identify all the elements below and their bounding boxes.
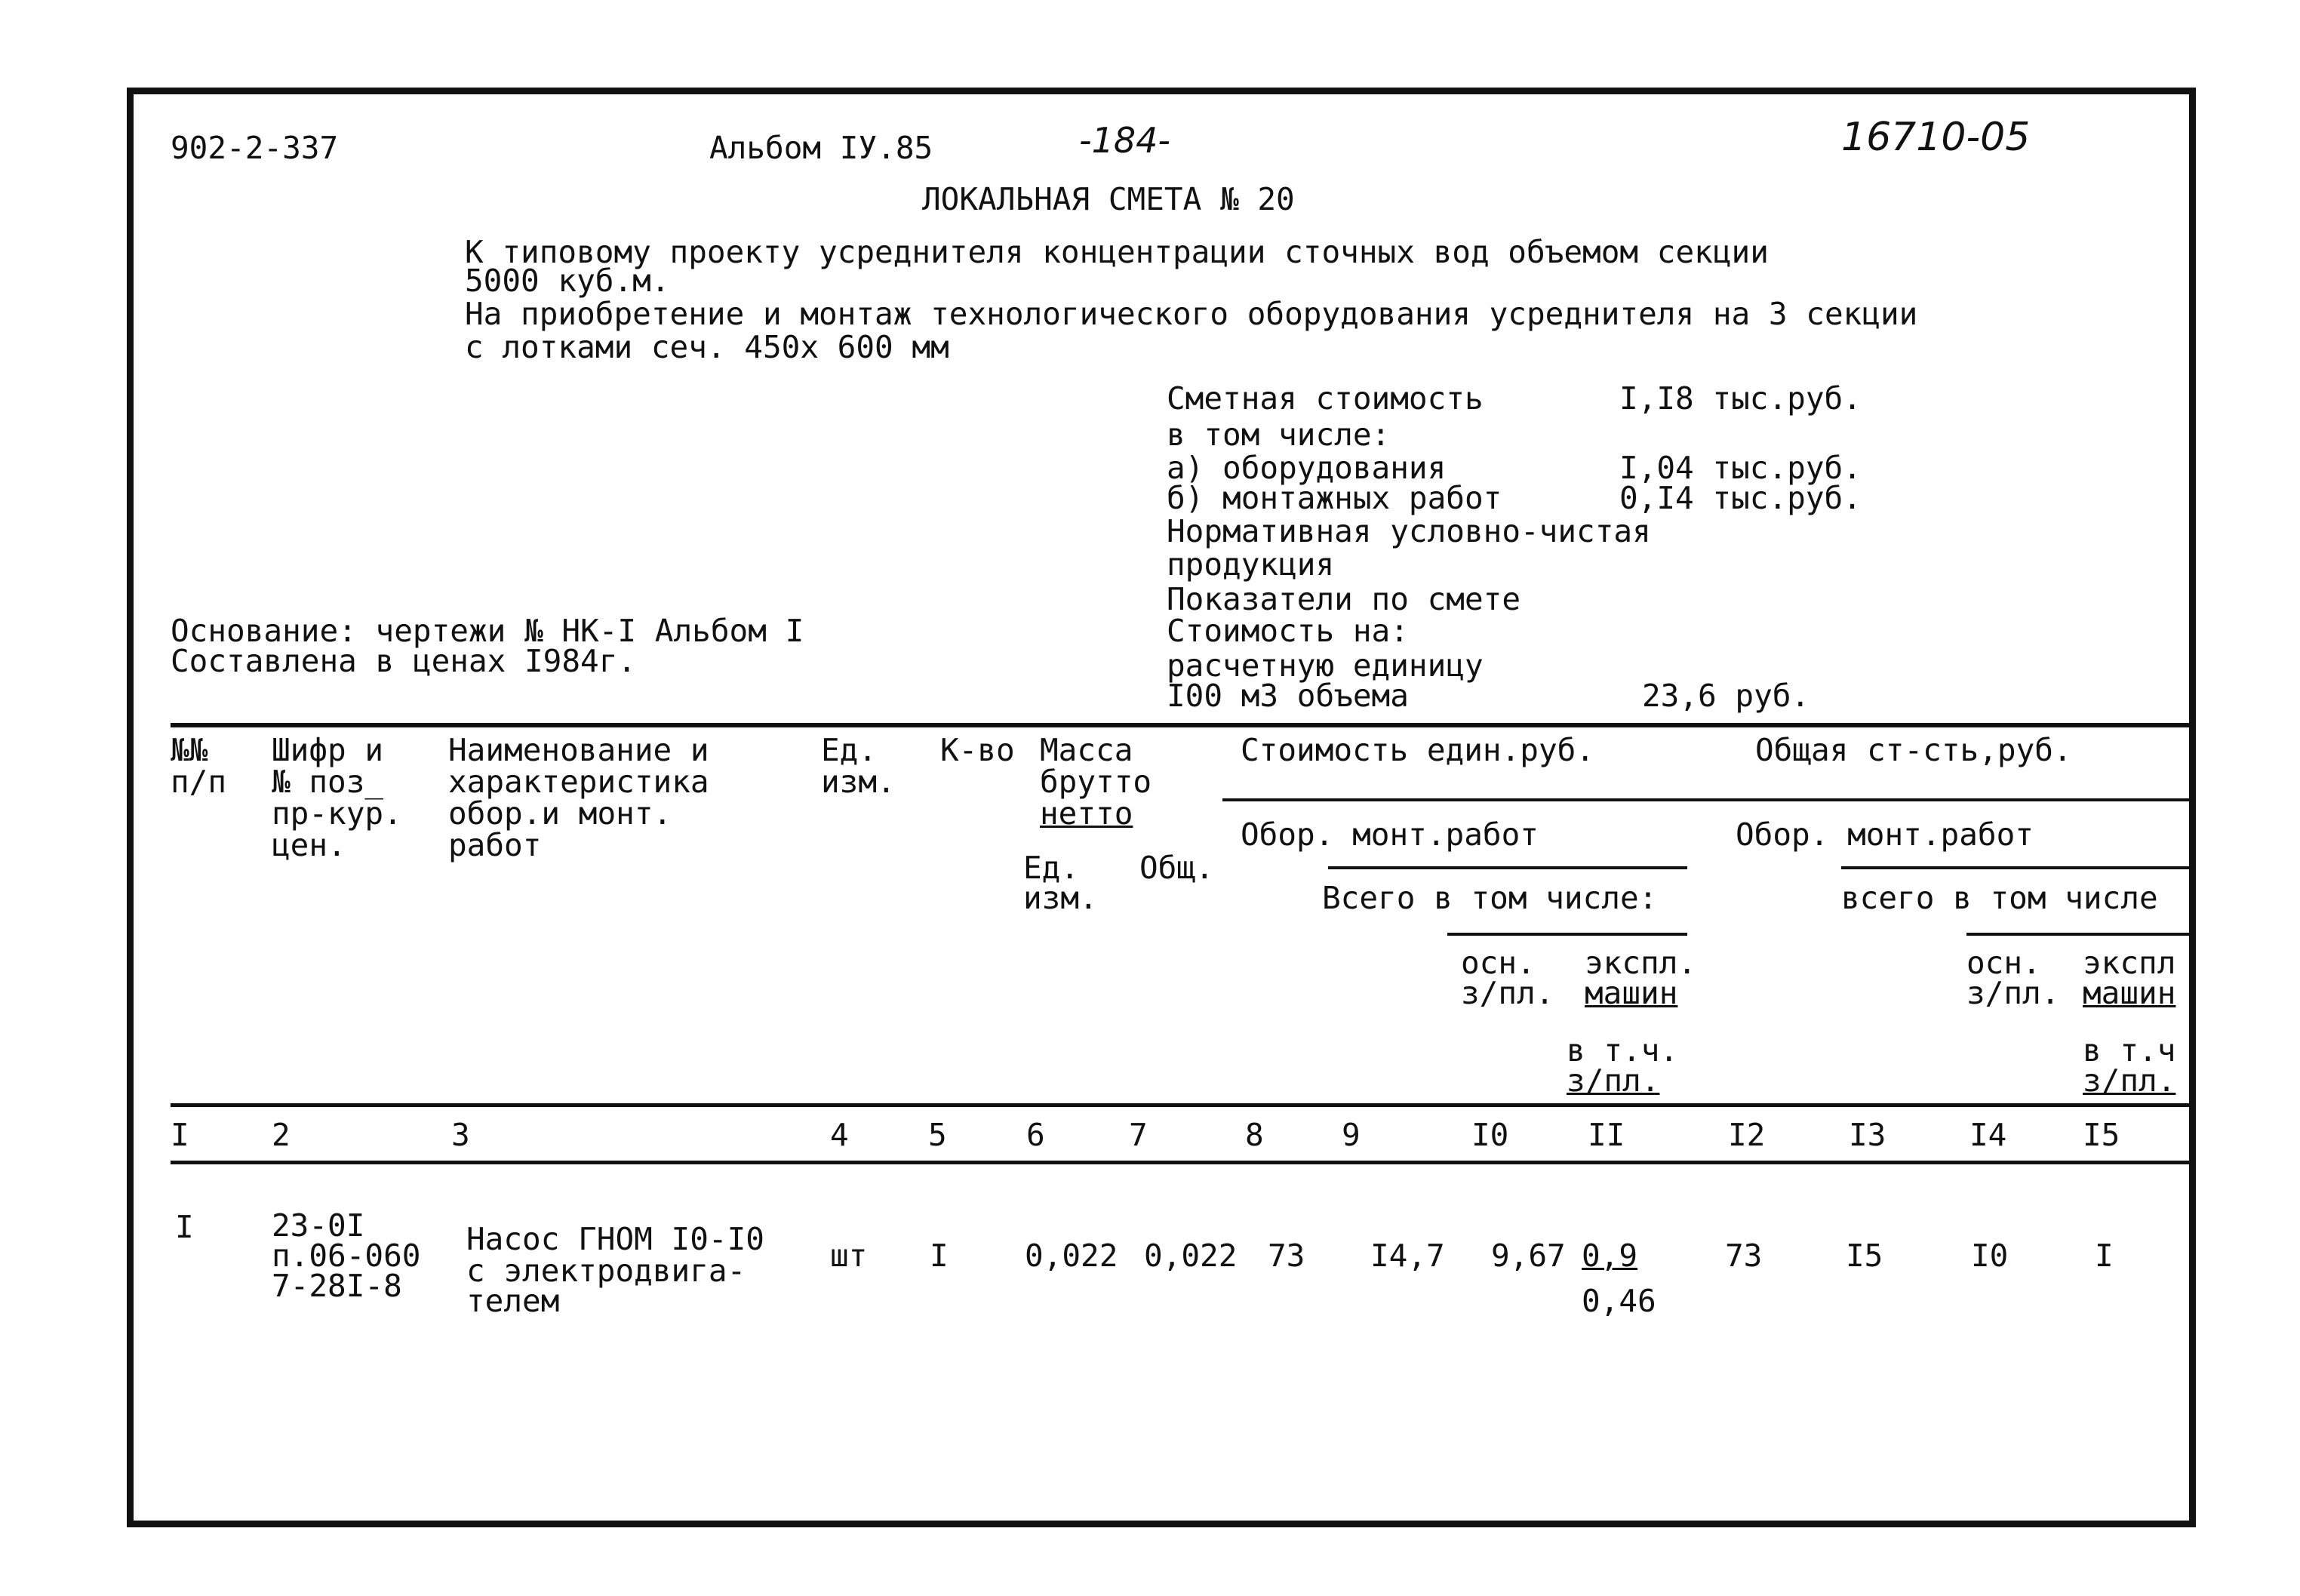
total-vtch-header: в т.ч	[2083, 1032, 2176, 1069]
row-name: телем	[466, 1283, 560, 1319]
column-number: I4	[1969, 1117, 2007, 1153]
row-total-equipment: 73	[1725, 1238, 1763, 1274]
unit-ekspl-header: машин	[1585, 975, 1678, 1011]
row-total-base-wage: I0	[1971, 1238, 2009, 1274]
unit-ekspl-header: экспл.	[1585, 945, 1697, 981]
norm-label: Нормативная условно-чистая	[1167, 513, 1651, 549]
col1-header: п/п	[171, 764, 227, 800]
column-number: II	[1588, 1117, 1625, 1153]
row-unit-machines-wage: 0,46	[1582, 1283, 1656, 1319]
installation-label: б) монтажных работ	[1167, 480, 1502, 516]
numbers-bottom-rule	[171, 1161, 2190, 1164]
row-qty: I	[930, 1238, 949, 1274]
column-number: 9	[1342, 1117, 1361, 1153]
row-total-machines: I	[2095, 1238, 2114, 1274]
header-rule	[1328, 866, 1687, 869]
album-label: Альбом IУ.85	[709, 130, 933, 166]
total-ekspl-header: машин	[2083, 975, 2176, 1011]
header-rule	[1222, 798, 2190, 801]
col2-header: Шифр и	[272, 732, 384, 768]
row-number: I	[175, 1209, 194, 1245]
total-cost-header: Общая ст-сть,руб.	[1755, 732, 2072, 768]
column-number: 6	[1026, 1117, 1045, 1153]
cost-value: I,I8 тыс.руб.	[1619, 380, 1862, 417]
row-unit-equipment: 73	[1268, 1238, 1305, 1274]
total-osn-header: осн.	[1966, 945, 2041, 981]
project-code: 902-2-337	[171, 130, 339, 166]
row-total-install: I5	[1846, 1238, 1883, 1274]
mass-total-header: Общ.	[1139, 850, 1214, 886]
col1-header: №№	[171, 732, 208, 768]
header-rule	[1966, 933, 2190, 936]
col2-header: цен.	[272, 827, 346, 863]
col3-header: работ	[448, 827, 542, 863]
basis-line: Основание: чертежи № НК-I Альбом I	[171, 613, 804, 649]
including-label: в том числе:	[1167, 417, 1391, 453]
prices-line: Составлена в ценах I984г.	[171, 643, 637, 679]
col3-header: характеристика	[448, 764, 709, 800]
total-vtch-header: з/пл.	[2083, 1062, 2176, 1099]
column-number: 5	[928, 1117, 947, 1153]
unit-osn-header: осн.	[1461, 945, 1536, 981]
column-number: 8	[1245, 1117, 1264, 1153]
unit-label: расчетную единицу	[1167, 647, 1484, 684]
table-top-rule	[171, 723, 2190, 727]
total-vsego-header: всего в том числе	[1841, 880, 2158, 916]
description-line: На приобретение и монтаж технологического оборудования усреднителя на 3 секции	[465, 296, 1918, 332]
column-number: I3	[1849, 1117, 1886, 1153]
column-number: I	[171, 1117, 189, 1153]
unit-value: 23,6 руб.	[1642, 678, 1810, 714]
column-number: I2	[1728, 1117, 1766, 1153]
row-code: 7-28I-8	[272, 1268, 402, 1304]
column-number: 2	[272, 1117, 291, 1153]
total-ekspl-header: экспл	[2083, 945, 2176, 981]
column-number: 7	[1129, 1117, 1148, 1153]
row-unit-machines: 0,9	[1582, 1238, 1638, 1274]
header-rule	[1841, 866, 2190, 869]
description-line: К типовому проекту усреднителя концентрации сточных вод объемом секции	[465, 234, 1769, 270]
column-number: I0	[1471, 1117, 1509, 1153]
row-code: 23-0I	[272, 1207, 365, 1244]
unit-vtch-header: з/пл.	[1567, 1062, 1660, 1099]
mass-header: Масса	[1040, 732, 1133, 768]
unit-vsego-header: Всего в том числе:	[1322, 880, 1658, 916]
row-unit: шт	[830, 1238, 868, 1274]
row-name: с электродвига-	[466, 1253, 746, 1289]
norm-label-cont: продукция	[1167, 546, 1335, 583]
cost-per-label: Стоимость на:	[1167, 613, 1409, 649]
equipment-label: а) оборудования	[1167, 450, 1447, 486]
installation-value: 0,I4 тыс.руб.	[1619, 480, 1862, 516]
column-number: 4	[830, 1117, 849, 1153]
col2-header: пр-кур.	[272, 795, 402, 832]
description-line: с лотками сеч. 450х 600 мм	[465, 329, 949, 365]
col4-header: Ед.	[821, 732, 878, 768]
equipment-value: I,04 тыс.руб.	[1619, 450, 1862, 486]
header-bottom-rule	[171, 1103, 2190, 1107]
description-line: 5000 куб.м.	[465, 263, 670, 299]
mass-header: нетто	[1040, 795, 1133, 832]
cost-label: Сметная стоимость	[1167, 380, 1484, 417]
mass-unit-header: изм.	[1023, 880, 1098, 916]
col3-header: Наименование и	[448, 732, 709, 768]
unit-description: I00 м3 объема	[1167, 678, 1409, 714]
col5-header: К-во	[940, 732, 1015, 768]
document-number: 16710-05	[1841, 115, 2031, 160]
indicators-label: Показатели по смете	[1167, 581, 1521, 617]
col4-header: изм.	[821, 764, 896, 800]
total-obor-mont-header: Обор. монт.работ	[1736, 816, 2034, 853]
header-rule	[1447, 933, 1687, 936]
row-mass-unit: 0,022	[1025, 1238, 1118, 1274]
unit-vtch-header: в т.ч.	[1567, 1032, 1679, 1069]
unit-cost-header: Стоимость един.руб.	[1241, 732, 1594, 768]
row-unit-base-wage: 9,67	[1491, 1238, 1566, 1274]
column-number: 3	[451, 1117, 470, 1153]
row-unit-install-total: I4,7	[1370, 1238, 1445, 1274]
mass-unit-header: Ед.	[1023, 850, 1080, 886]
column-number: I5	[2083, 1117, 2120, 1153]
col2-header: № поз_	[272, 764, 384, 800]
row-code: п.06-060	[272, 1238, 421, 1274]
mass-header: брутто	[1040, 764, 1152, 800]
total-osn-header: з/пл.	[1966, 975, 2060, 1011]
col3-header: обор.и монт.	[448, 795, 672, 832]
document-title: ЛОКАЛЬНАЯ СМЕТА № 20	[922, 181, 1295, 217]
unit-osn-header: з/пл.	[1461, 975, 1554, 1011]
unit-obor-mont-header: Обор. монт.работ	[1241, 816, 1539, 853]
page-number: -184-	[1079, 120, 1170, 161]
row-mass-total: 0,022	[1144, 1238, 1238, 1274]
row-name: Насос ГНОМ I0-I0	[466, 1221, 764, 1257]
